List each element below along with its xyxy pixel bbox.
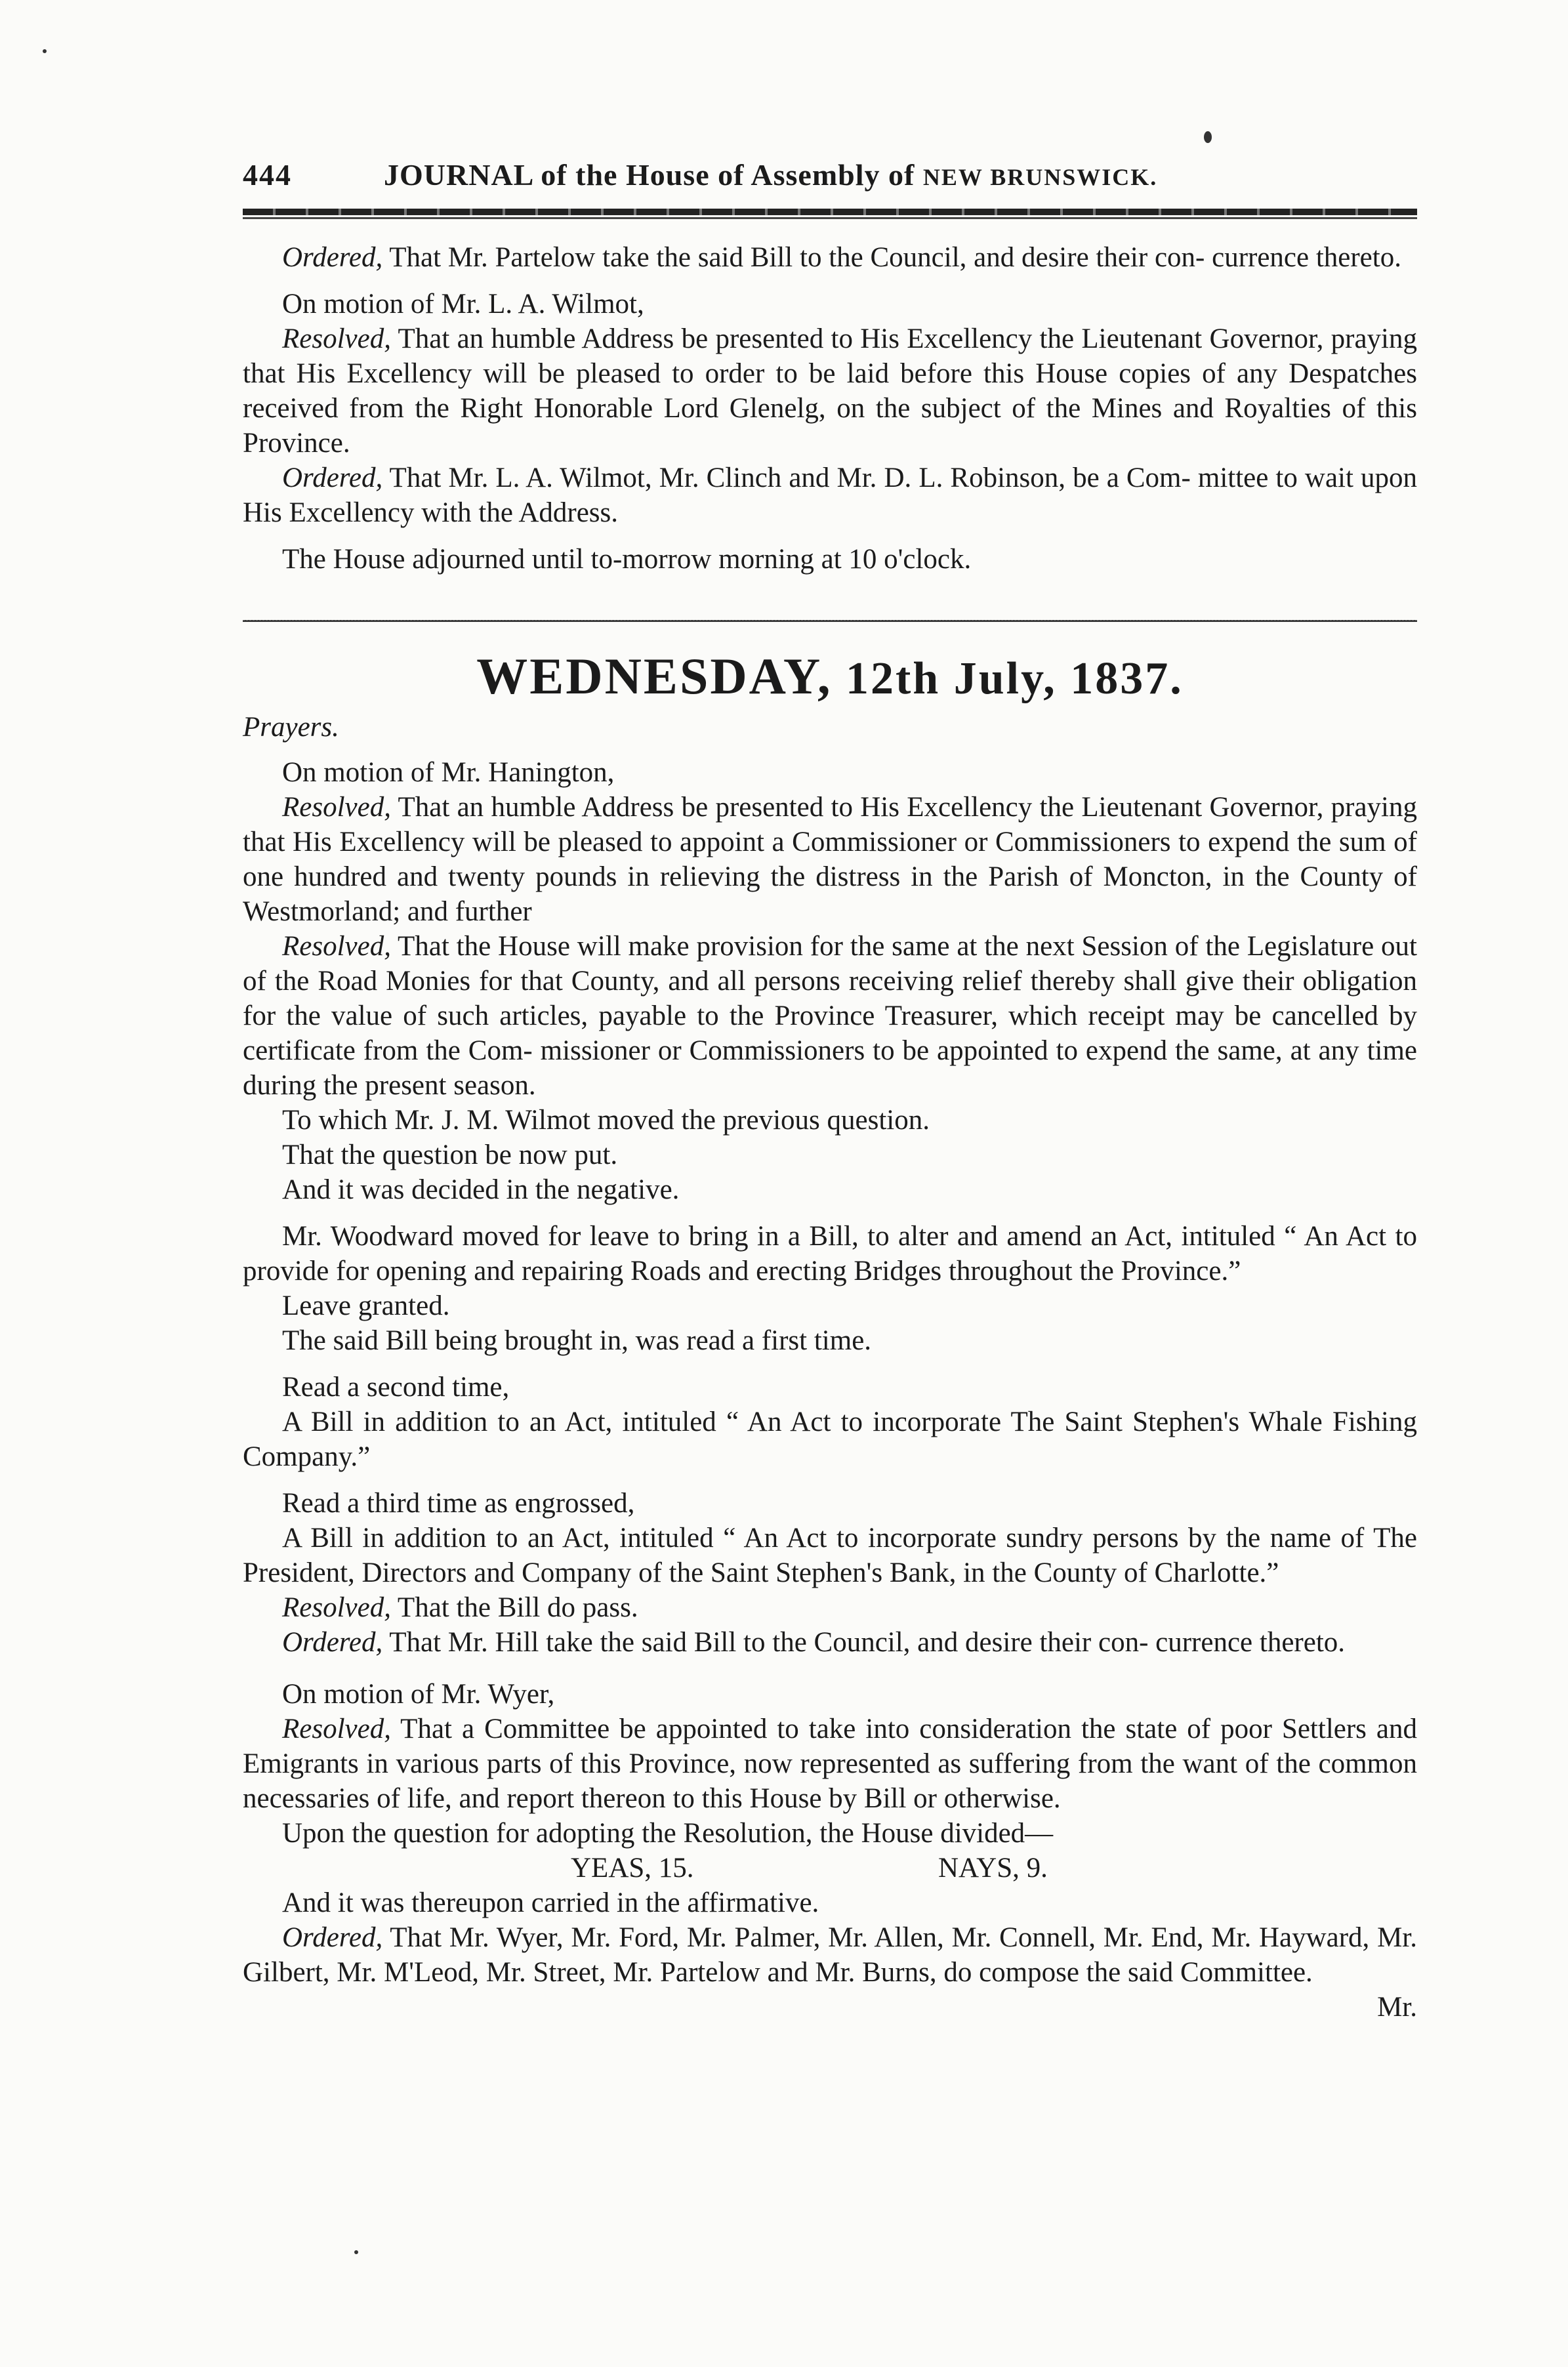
paragraph bbox=[243, 1712, 1417, 1816]
paragraph-text: A Bill in addition to an Act, intituled “ An Act to incorporate sundry persons by the name of The President, Directors and Company of the Saint Stephen's Bank, in the County of Charlotte.” bbox=[243, 1523, 1417, 1588]
paragraph-text: Read a second time, bbox=[282, 1372, 510, 1403]
paragraph-text: That the question be now put. bbox=[282, 1140, 618, 1170]
paragraph bbox=[243, 1590, 1417, 1625]
paragraph bbox=[243, 1816, 1417, 1851]
paragraph-lead: Resolved, bbox=[282, 1714, 391, 1744]
paragraph-text: On motion of Mr. Wyer, bbox=[282, 1679, 555, 1710]
section-divider bbox=[243, 620, 1417, 622]
paragraph bbox=[243, 287, 1417, 321]
ink-speck bbox=[1204, 131, 1212, 143]
paragraph bbox=[243, 1920, 1417, 1990]
paragraph-text: And it was thereupon carried in the affirmative. bbox=[282, 1887, 819, 1918]
paragraph-text: That Mr. Partelow take the said Bill to the Council, and desire their con- currence thereto. bbox=[382, 242, 1401, 273]
running-head-province: NEW BRUNSWICK. bbox=[922, 164, 1158, 190]
paragraph-lead: Resolved, bbox=[282, 323, 391, 354]
paragraph bbox=[243, 1138, 1417, 1172]
paragraph-text: Leave granted. bbox=[282, 1290, 450, 1321]
paragraph bbox=[243, 1323, 1417, 1358]
prayers-note: Prayers. bbox=[243, 712, 339, 743]
ink-speck bbox=[43, 49, 47, 53]
paragraph bbox=[243, 1885, 1417, 1920]
paragraph bbox=[243, 1486, 1417, 1521]
day-name: WEDNESDAY, bbox=[476, 648, 833, 705]
paragraph bbox=[243, 1172, 1417, 1207]
day-heading bbox=[243, 647, 1417, 706]
paragraph-lead: Resolved, bbox=[282, 792, 391, 823]
paragraph bbox=[243, 1288, 1417, 1323]
paragraph-text: And it was decided in the negative. bbox=[282, 1174, 680, 1205]
paragraph bbox=[243, 755, 1417, 790]
paragraph-text: The House adjourned until to-morrow morning at 10 o'clock. bbox=[282, 544, 972, 575]
running-head bbox=[384, 157, 1157, 192]
paragraph-text: Upon the question for adopting the Resolution, the House divided— bbox=[282, 1818, 1054, 1849]
paragraph bbox=[243, 1103, 1417, 1138]
paragraph bbox=[243, 1219, 1417, 1288]
paragraph-text: On motion of Mr. Hanington, bbox=[282, 757, 615, 788]
paragraph-lead: Resolved, bbox=[282, 1592, 391, 1623]
paragraph-text: That the House will make provision for the same at the next Session of the Legislature out of the Road Monies for that County, and all persons receiving relief thereby shall give their obligation for the value of such articles, payable to the Province Treasurer, which receipt may be cancelled by certificate from the Com- missioner or Commissioners to be appointed to expend the same, at any time during the present season. bbox=[243, 931, 1417, 1101]
paragraph bbox=[243, 1521, 1417, 1590]
paragraph-text: A Bill in addition to an Act, intituled “ An Act to incorporate The Saint Stephen's Whale Fishing Company.” bbox=[243, 1407, 1417, 1472]
yeas-count: YEAS, 15. bbox=[571, 1853, 694, 1883]
division-result bbox=[243, 1851, 1417, 1885]
paragraph-text: The said Bill being brought in, was read a first time. bbox=[282, 1325, 872, 1356]
paragraph bbox=[243, 1370, 1417, 1405]
paragraph bbox=[243, 321, 1417, 461]
paragraph bbox=[243, 240, 1417, 275]
paragraph bbox=[243, 1677, 1417, 1712]
paragraph-text: That an humble Address be presented to His Excellency the Lieutenant Governor, praying that His Excellency will be pleased to order to be laid before this House copies of any Despatches received from the Right Honorable Lord Glenelg, on the subject of the Mines and Royalties of this Province. bbox=[243, 323, 1417, 459]
paragraph bbox=[243, 929, 1417, 1103]
paragraph-text: That Mr. Hill take the said Bill to the Council, and desire their con- currence thereto. bbox=[382, 1627, 1346, 1658]
running-head-title: JOURNAL of the House of Assembly of bbox=[384, 158, 923, 192]
header-rule bbox=[243, 209, 1417, 215]
paragraph-lead: Ordered, bbox=[282, 1922, 383, 1953]
paragraph bbox=[243, 1405, 1417, 1474]
paragraph-text: On motion of Mr. L. A. Wilmot, bbox=[282, 289, 644, 319]
paragraph bbox=[243, 1625, 1417, 1660]
nays-count: NAYS, 9. bbox=[938, 1853, 1048, 1883]
paragraph-lead: Ordered, bbox=[282, 463, 383, 493]
ink-speck bbox=[354, 2250, 358, 2254]
day-date: 12th July, 1837. bbox=[832, 653, 1184, 704]
paragraph-lead: Ordered, bbox=[282, 1627, 383, 1658]
paragraph-lead: Ordered, bbox=[282, 242, 383, 273]
paragraph-text: To which Mr. J. M. Wilmot moved the previous question. bbox=[282, 1105, 930, 1136]
paragraph-text: Mr. Woodward moved for leave to bring in a Bill, to alter and amend an Act, intituled “ An Act to provide for opening and repairing Roads and erecting Bridges throughout the Province.” bbox=[243, 1221, 1417, 1286]
paragraph-text: That Mr. L. A. Wilmot, Mr. Clinch and Mr. D. L. Robinson, be a Com- mittee to wait upon His Excellency with the Address. bbox=[243, 463, 1417, 528]
paragraph-text: That a Committee be appointed to take into consideration the state of poor Settlers and Emigrants in various parts of this Province, now represented as suffering from the want of the common necessaries of life, and report thereon to this House by Bill or otherwise. bbox=[243, 1714, 1417, 1814]
running-header bbox=[243, 157, 1417, 203]
paragraph bbox=[243, 461, 1417, 530]
paragraph-lead: Resolved, bbox=[282, 931, 391, 962]
page-number: 444 bbox=[243, 158, 292, 192]
paragraph-text: That the Bill do pass. bbox=[390, 1592, 638, 1623]
paragraph bbox=[243, 542, 1417, 577]
catchword: Mr. bbox=[1377, 1992, 1417, 2023]
paragraph bbox=[243, 790, 1417, 929]
journal-page bbox=[243, 157, 1417, 2025]
paragraph-text: That an humble Address be presented to His Excellency the Lieutenant Governor, praying that His Excellency will be pleased to appoint a Commissioner or Commissioners to expend the sum of one hundred and twenty pounds in relieving the distress in the Parish of Moncton, in the County of Westmorland; and further bbox=[243, 792, 1417, 927]
paragraph-text: Read a third time as engrossed, bbox=[282, 1488, 635, 1519]
paragraph-text: That Mr. Wyer, Mr. Ford, Mr. Palmer, Mr. Allen, Mr. Connell, Mr. End, Mr. Hayward, Mr. Gilbert, Mr. M'Leod, Mr. Street, Mr. Partelow and Mr. Burns, do compose the said Committee. bbox=[243, 1922, 1417, 1988]
